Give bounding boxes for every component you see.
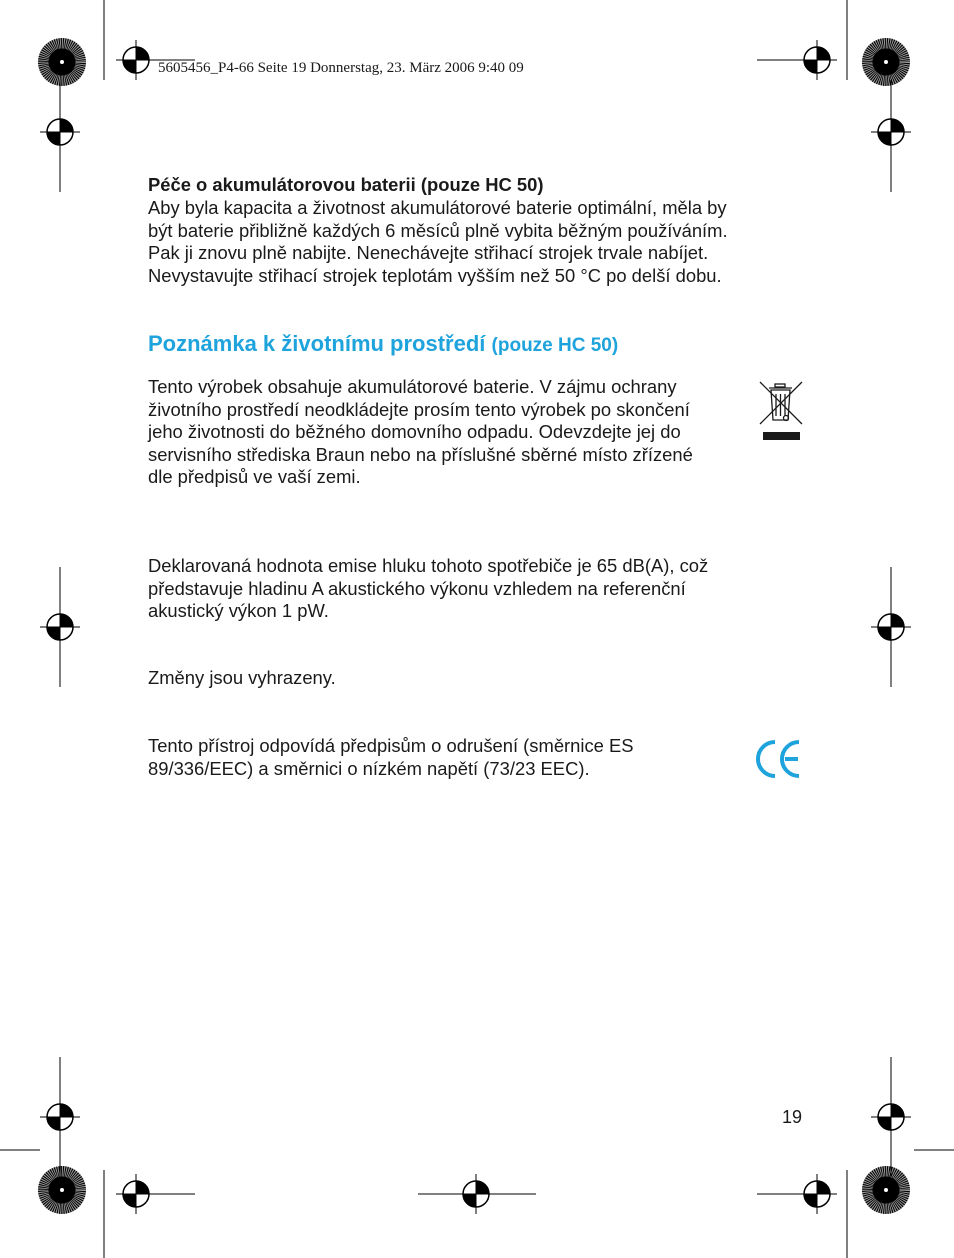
changes-note: Změny jsou vyhrazeny. [148, 667, 336, 688]
crossed-bin-icon [758, 380, 804, 444]
battery-care-text: Aby byla kapacita a životnost akumulátorové baterie optimální, měla by být baterie přibližně každých 6 měsíců plně vybita běžným používáním. Pak ji znovu plně nabijte. Nenechávejte střihací strojek trvale nabíjet. Nevystavujte střihací strojek teplotám vyšším než 50 °C po delší dobu. [148, 197, 728, 286]
print-info: 5605456_P4-66 Seite 19 Donnerstag, 23. März 2006 9:40 09 [158, 60, 524, 76]
page-number: 19 [782, 1107, 803, 1127]
ce-mark-icon [755, 738, 803, 780]
environment-text: Tento výrobek obsahuje akumulátorové baterie. V zájmu ochrany životního prostředí neodkládejte prosím tento výrobek po skončení jeho životnosti do běžného domovního odpadu. Odevzdejte jej do servisního střediska Braun nebo na příslušné sběrné místo zřízené dle předpisů ve vaší zemi. [148, 376, 693, 487]
battery-care-title: Péče o akumulátorovou baterii (pouze HC 50) [148, 174, 544, 195]
noise-text: Deklarovaná hodnota emise hluku tohoto spotřebiče je 65 dB(A), což představuje hladinu A akustického výkonu vzhledem na referenční akustický výkon 1 pW. [148, 555, 709, 621]
conformity-text: Tento přístroj odpovídá předpisům o odrušení (směrnice ES 89/336/EEC) a směrnici o nízkém napětí (73/23 EEC). [148, 735, 634, 779]
environment-heading: Poznámka k životnímu prostředí (pouze HC 50) [148, 331, 619, 356]
